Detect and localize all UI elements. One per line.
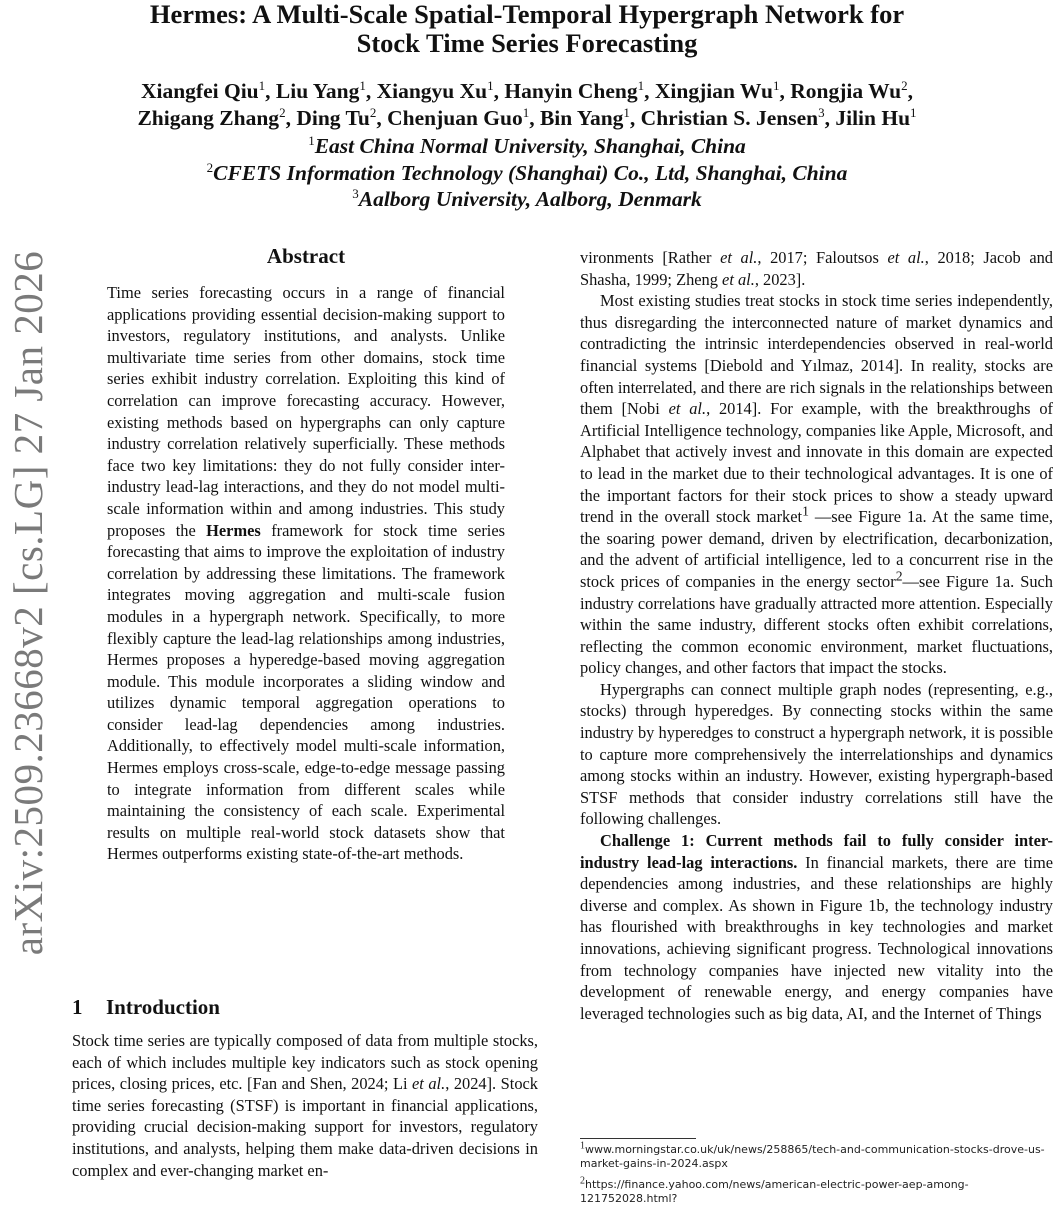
paragraph-challenge-1	[580, 830, 1053, 1024]
affiliation-name: CFETS Information Technology (Shanghai) Co., Ltd, Shanghai, China	[213, 161, 848, 185]
body-text: , 2023].	[754, 269, 806, 289]
author-name: Christian S. Jensen	[640, 106, 819, 130]
author-name: Xingjian Wu	[654, 79, 773, 103]
affiliation-name: Aalborg University, Aalborg, Denmark	[358, 187, 702, 211]
abstract-text: Time series forecasting occurs in a range of financial applications providing essential decision-making support to investors, regulatory institutions, and analysts. Unlike multivariate time series from other domains, stock time series exhibit industry correlation. Exploiting this kind of correlation can improve forecasting accuracy. However, existing methods based on hypergraphs can only capture industry correlation relatively superficially. These methods face two key limitations: they do not fully consider inter-industry lead-lag interactions, and they do not model multi-scale information within and among industries. This study proposes the	[107, 283, 505, 540]
author-line-2: Zhigang Zhang$^2$, Ding Tu$^2$, Chenjuan Guo$^1$, Bin Yang$^1$, Christian S. Jensen$^3$, Jilin Hu$^1$	[137, 104, 917, 130]
introduction-body	[72, 1030, 538, 1181]
right-column	[580, 247, 1053, 1024]
author-affiliation-mark: 2	[279, 104, 286, 120]
author-name: Chenjuan Guo	[387, 106, 523, 130]
section-title: Introduction	[106, 995, 220, 1019]
affiliation-3	[0, 186, 1054, 212]
footnote-url[interactable]: https://finance.yahoo.com/news/american-electric-power-aep-among- 121752028.html?	[580, 1178, 969, 1205]
body-text: Most existing studies treat stocks in stock time series independently, thus disregarding the interconnected nature of market dynamics and contradicting the intrinsic interdependencies observed in real-world financial systems [Diebold and Yılmaz, 2014]. In reality, stocks are often interrelated, and there are rich signals in the relationships between them [Nobi	[580, 291, 1053, 419]
citation-etal: et al.	[412, 1074, 446, 1094]
citation-etal: et al.	[668, 399, 707, 419]
author-name: Rongjia Wu	[790, 79, 902, 103]
body-text: —see Figure 1a. At the same time, the soaring power demand, driven by electrification, decarbonization, and the advent of artificial intelligence, led to a concurrent rise in the stock prices of companies in the energy sector	[580, 507, 1053, 591]
author-affiliation-mark: 2	[369, 104, 377, 120]
intro-text: , 2024]. Stock time series forecasting (STSF) is important in financial applications, providing crucial decision-making support for investors, regulatory institutions, and analysts, helping them make data-driven decisions in complex and ever-changing market en-	[72, 1074, 538, 1180]
framework-name: Hermes	[206, 520, 261, 540]
author-affiliation-mark: 1	[772, 77, 780, 93]
author-affiliation-mark: 1	[910, 104, 917, 120]
paragraph-hypergraphs: Hypergraphs can connect multiple graph nodes (representing, e.g., stocks) through hyperedges. By connecting stocks within the same industry by hyperedges to construct a hypergraph network, it is possible to capture more comprehensively the interrelationships and dynamics among stocks within an industry. However, existing hypergraph-based STSF methods that consider industry correlations still have the following challenges.	[580, 679, 1053, 829]
author-affiliation-mark: 3	[818, 104, 825, 120]
author-name: Hanyin Cheng	[504, 79, 638, 103]
section-heading-introduction	[72, 995, 220, 1020]
body-text: vironments [Rather	[580, 248, 721, 267]
footnote-number: 2	[580, 1175, 585, 1187]
abstract-heading: Abstract	[266, 244, 346, 268]
author-name: Ding Tu	[296, 106, 370, 130]
paragraph-interdependencies	[580, 290, 1053, 679]
title-line-1: Hermes: A Multi-Scale Spatial-Temporal Hypergraph Network for	[149, 0, 905, 29]
footnote-divider	[580, 1138, 696, 1139]
affiliation-number: 3	[352, 185, 359, 201]
body-text: —see Figure 1a. Such industry correlations have gradually attracted more attention. Especially within the same industry, different stocks often exhibit correlations, reflecting the common economic environment, market fluctuations, policy changes, and other factors that impact the stocks.	[580, 571, 1053, 678]
author-affiliation-mark: 1	[359, 77, 366, 93]
abstract-body	[107, 282, 505, 865]
affiliation-2	[0, 160, 1054, 186]
section-number: 1	[72, 995, 83, 1019]
footnote-mark: 2	[895, 568, 903, 584]
author-affiliation-mark: 1	[623, 104, 630, 120]
abstract-text: framework for stock time series forecasting that aims to improve the exploitation of industry correlation by addressing these limitations. The framework integrates moving aggregation and multi-scale fusion modules in a hypergraph network. Specifically, to more flexibly capture the lead-lag relationships among industries, Hermes proposes a hyperedge-based moving aggregation module. This module incorporates a sliding window and utilizes dynamic temporal aggregation operations to consider lead-lag dependencies among industries. Additionally, to effectively model multi-scale information, Hermes employs cross-scale, edge-to-edge message passing to integrate information from different scales while maintaining the consistency of each scale. Experimental results on multiple real-world stock datasets show that Hermes outperforms existing state-of-the-art methods.	[107, 520, 505, 864]
footnote-url[interactable]: www.morningstar.co.uk/uk/news/258865/tech-and-communication-stocks-drove-us-market-gains-in-2024.aspx	[580, 1143, 1045, 1170]
author-name: Liu Yang	[275, 79, 360, 103]
affiliation-1	[0, 133, 1054, 159]
author-affiliation-mark: 1	[637, 77, 645, 93]
footnote-mark: 1	[802, 503, 809, 519]
citation-etal: et al.	[887, 248, 925, 267]
footnote-number: 1	[580, 1140, 585, 1152]
author-affiliation-mark: 2	[901, 77, 908, 93]
author-affiliation-mark: 1	[522, 104, 530, 120]
paragraph-continued	[580, 247, 1053, 290]
affiliation-name: East China Normal University, Shanghai, China	[314, 134, 746, 158]
body-text: , 2018; Jacob and Shasha, 1999; Zheng	[580, 248, 1053, 289]
challenge-1-heading: Challenge 1: Current methods fail to fully consider inter-industry lead-lag interactions.	[580, 831, 1053, 872]
title-line-2: Stock Time Series Forecasting	[356, 28, 698, 58]
footnote-1	[580, 1140, 1053, 1171]
footnote-2	[580, 1175, 1053, 1206]
abstract-paragraph	[107, 282, 505, 865]
author-name: Bin Yang	[539, 106, 624, 130]
author-line-1: Xiangfei Qiu$^1$, Liu Yang$^1$, Xiangyu Xu$^1$, Hanyin Cheng$^1$, Xingjian Wu$^1$, Rongjia Wu$^2$,	[140, 77, 914, 103]
body-text: In financial markets, there are time dependencies among industries, and these relationships are highly diverse and complex. As shown in Figure 1b, the technology industry has flourished with breakthroughs in key technologies and market innovations, achieving significant progress. Technological innovations from technology companies have injected new vitality into the development of renewable energy, and energy companies have leveraged technologies such as big data, AI, and the Internet of Things	[580, 852, 1053, 1023]
author-affiliation-mark: 1	[487, 77, 494, 93]
body-text: , 2014]. For example, with the breakthroughs of Artificial Intelligence technology, companies like Apple, Microsoft, and Alphabet that actively invest and innovate in this domain are expected to lead in the market due to their technological advantages. It is one of the important factors for their stock prices to show a steady upward trend in the overall stock market	[580, 399, 1053, 527]
paper-title	[0, 0, 1054, 58]
arxiv-identifier: arXiv:2509.23668v2 [cs.LG] 27 Jan 2026	[5, 250, 51, 956]
body-text: , 2017; Faloutsos	[757, 248, 888, 267]
affiliation-number: 2	[206, 159, 214, 175]
author-name: Zhigang Zhang	[137, 106, 280, 130]
author-list	[0, 78, 1054, 132]
intro-text: Stock time series are typically composed of data from multiple stocks, each of which includes multiple key indicators such as stock opening prices, closing prices, etc. [Fan and Shen, 2024; Li	[72, 1031, 538, 1094]
citation-etal: et al.	[722, 269, 755, 289]
affiliation-number: 1	[308, 132, 315, 148]
author-name: Xiangfei Qiu	[140, 79, 259, 103]
author-affiliation-mark: 1	[258, 77, 266, 93]
citation-etal: et al.	[720, 248, 758, 267]
introduction-paragraph	[72, 1030, 538, 1181]
author-name: Jilin Hu	[835, 106, 911, 130]
author-name: Xiangyu Xu	[376, 79, 488, 103]
